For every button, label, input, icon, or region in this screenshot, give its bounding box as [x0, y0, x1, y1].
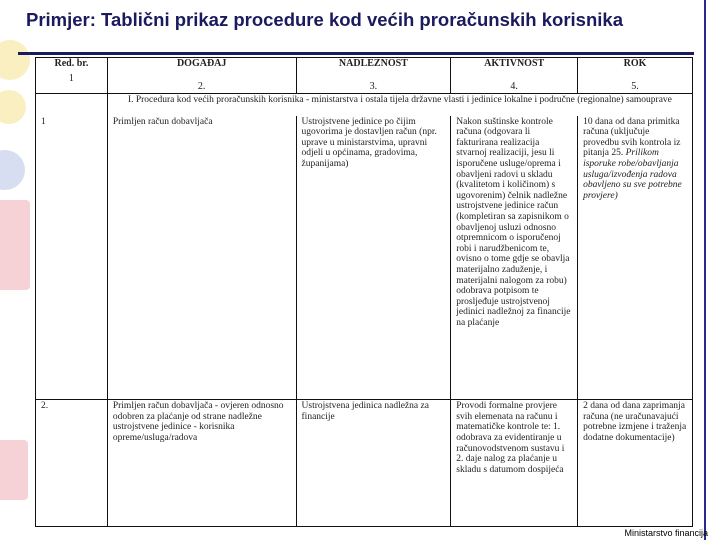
- slide-title: Primjer: Tablični prikaz procedure kod većih proračunskih korisnika: [26, 9, 623, 30]
- cell-event: Primljen račun dobavljača - ovjeren odnosno odobren za plaćanje od strane nadležne ustrojstvene jedinice - korisnika opreme/usluga/radova: [107, 400, 296, 527]
- cell-deadline: 2 dana od dana zaprimanja računa (ne uračunavajući potrebne izmjene i traženja dodatne dokumentacije): [578, 400, 693, 527]
- cell-deadline: [578, 116, 693, 400]
- decorative-shape: [0, 150, 25, 190]
- table-row: [36, 400, 693, 527]
- cell-activity: Provodi formalne provjere svih elemenata na računu i matematičke kontrole te: 1. odobrava za evidentiranje u računovodstvenom sustavu i 2. daje nalog za plaćanje u skladu s datumom dospijeća: [451, 400, 578, 527]
- procedure-table: [35, 57, 693, 527]
- decorative-shape: [0, 40, 30, 80]
- header-num: 2.: [197, 80, 206, 92]
- cell-row-number: 2.: [36, 400, 108, 527]
- header-label: DOGAĐAJ: [176, 58, 227, 69]
- header-nadleznost: [296, 58, 451, 94]
- header-num: 4.: [510, 80, 518, 92]
- cell-authority: Ustrojstvene jedinice po čijim ugovorima je dostavljen račun (npr. uprave u ministarstvima, upravni odjeli u općinama, gradovima, županijama): [296, 116, 451, 400]
- header-label: AKTIVNOST: [484, 58, 545, 69]
- header-num: 5.: [631, 80, 639, 92]
- header-label: NADLEZNOST: [338, 58, 408, 69]
- deadline-text: 10 dana od dana primitka računa (uključuje provedbu svih kontrola iz pitanja 25.: [583, 116, 681, 159]
- header-red-br: [36, 58, 108, 94]
- decorative-shape: [0, 90, 26, 124]
- header-rok: [578, 58, 693, 94]
- decorative-shape: [0, 200, 30, 290]
- section-row: [36, 94, 693, 116]
- section-title: I. Procedura kod većih proračunskih korisnika - ministarstva i ostala tijela državne vlasti i jedinice lokalne i područne (regionalne) samouprave: [107, 94, 692, 116]
- cell-row-number: 1: [36, 116, 108, 400]
- header-aktivnost: [451, 58, 578, 94]
- header-num: 1: [68, 72, 74, 84]
- footer-ministry: Ministarstvo financija: [624, 528, 708, 538]
- right-border-line: [704, 0, 706, 540]
- header-label: ROK: [623, 58, 647, 69]
- header-dogadaj: [107, 58, 296, 94]
- table-row: [36, 116, 693, 400]
- cell-activity: Nakon suštinske kontrole računa (odgovara li fakturirana realizacija stvarnoj realizaciji, jesu li isporučene usluge/oprema i obavljeni radovi u skladu (kvalitetom i količinom) s ugovorenim) čelnik nadležne ustrojstvene jedinice račun (kompletiran sa zapisnikom o obavljenoj usluzi odnosno otpremnicom o isporučenoj robi i narudžbenicom te, ovisno o tome gdje se obavlja materijalno zaduženje, i materijalni nalogom za robu) odobrava potpisom te prosljeđuje ustrojstvenoj jedinici nadležnoj za financije na plaćanje: [451, 116, 578, 400]
- header-row: [36, 58, 693, 94]
- title-underline: [18, 52, 694, 55]
- decorative-shape: [0, 440, 28, 500]
- deadline-italic-text: Prilikom isporuke robe/obavljanja usluga/izvođenja radova obavljeno su sve potrebne provjere): [583, 148, 682, 201]
- section-empty-cell: [36, 94, 108, 116]
- header-label: Red. br.: [54, 58, 89, 69]
- header-num: 3.: [369, 80, 378, 92]
- cell-event: Primljen račun dobavljača: [107, 116, 296, 400]
- cell-authority: Ustrojstvena jedinica nadležna za financije: [296, 400, 451, 527]
